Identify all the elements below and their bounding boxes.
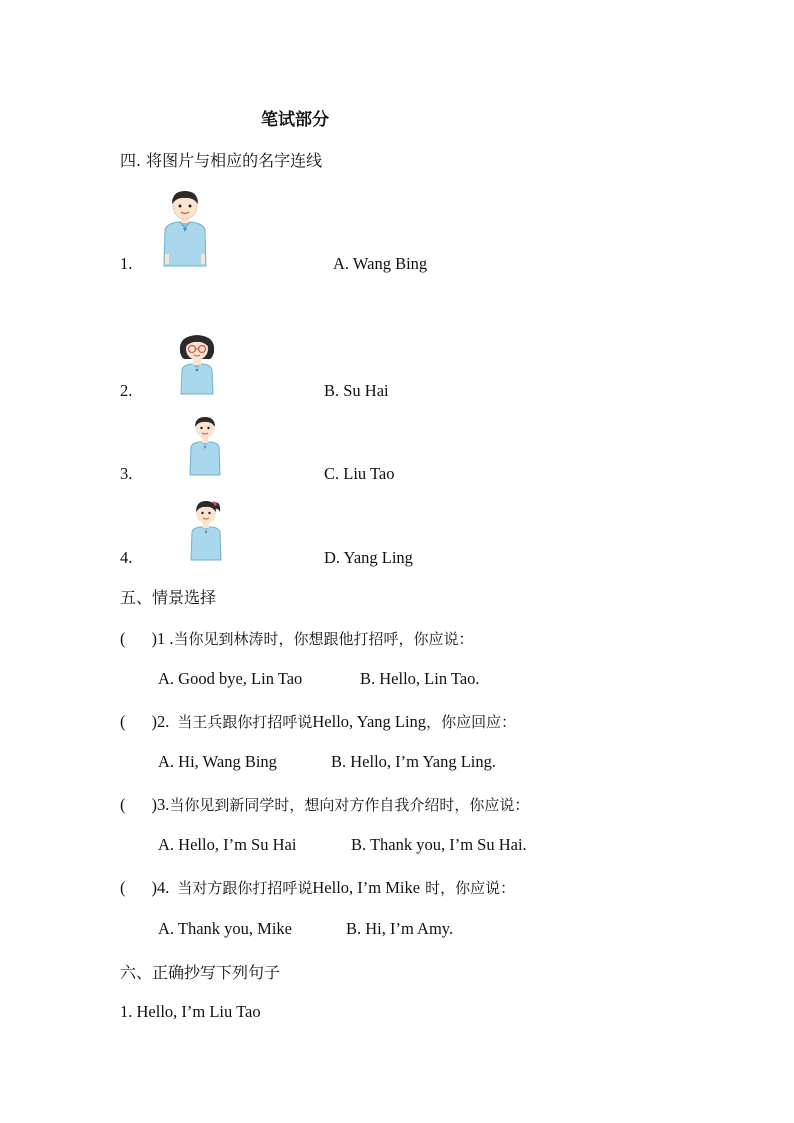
- item-number: 2.: [120, 381, 133, 400]
- name-option: B. Su Hai: [324, 381, 389, 400]
- answer-blank[interactable]: ( )1 .当你见到林涛时，你想跟他打招呼，你应说：: [120, 629, 474, 648]
- option-a: A. Thank you, Mike: [158, 919, 292, 938]
- question-text: 当你见到林涛时，你想跟他打招呼，你应说：: [173, 630, 474, 648]
- option-b: B. Hello, Lin Tao.: [360, 669, 480, 688]
- question-text-end: ，你应回应：: [426, 713, 517, 731]
- girl-ponytail-icon[interactable]: [187, 498, 225, 564]
- option-a: A. Good bye, Lin Tao: [158, 669, 303, 688]
- section-6-heading: 六、正确抄写下列句子: [120, 963, 281, 982]
- question-text: 当王兵跟你打招呼说: [177, 713, 313, 731]
- item-number: 1.: [120, 254, 133, 273]
- answer-blank[interactable]: ( )3.当你见到新同学时，想向对方作自我介绍时，你应说：: [120, 795, 530, 814]
- question-english: Hello, I’m Mike: [312, 878, 421, 897]
- girl-glasses-icon[interactable]: [174, 332, 220, 398]
- question-text-end: 时，你应说：: [425, 879, 516, 897]
- answer-blank[interactable]: ( )2. 当王兵跟你打招呼说Hello, Yang Ling，你应回应：: [120, 712, 517, 731]
- name-option: A. Wang Bing: [333, 254, 428, 273]
- copy-sentence: 1. Hello, I’m Liu Tao: [120, 1002, 261, 1021]
- answer-blank[interactable]: ( )4. 当对方跟你打招呼说Hello, I’m Mike 时，你应说：: [120, 878, 516, 897]
- section-4-heading: 四. 将图片与相应的名字连线: [120, 151, 323, 170]
- name-option: C. Liu Tao: [324, 464, 395, 483]
- item-number: 4.: [120, 548, 133, 567]
- item-number: 3.: [120, 464, 133, 483]
- name-option: D. Yang Ling: [324, 548, 413, 567]
- question-text: 当对方跟你打招呼说: [177, 879, 313, 897]
- option-b: B. Thank you, I’m Su Hai.: [351, 835, 527, 854]
- question-number: 3.: [157, 795, 170, 814]
- question-number: 1 .: [157, 629, 174, 648]
- option-b: B. Hi, I’m Amy.: [346, 919, 454, 938]
- question-number: 4.: [157, 878, 170, 897]
- question-number: 2.: [157, 712, 170, 731]
- question-english: Hello, Yang Ling: [312, 712, 427, 731]
- option-b: B. Hello, I’m Yang Ling.: [331, 752, 496, 771]
- boy-short-hair-icon[interactable]: [160, 188, 210, 270]
- page-title: 笔试部分: [261, 110, 329, 130]
- option-a: A. Hello, I’m Su Hai: [158, 835, 297, 854]
- question-text: 当你见到新同学时，想向对方作自我介绍时，你应说：: [169, 796, 530, 814]
- boy-icon[interactable]: [187, 415, 223, 479]
- option-a: A. Hi, Wang Bing: [158, 752, 277, 771]
- section-5-heading: 五、情景选择: [120, 588, 217, 607]
